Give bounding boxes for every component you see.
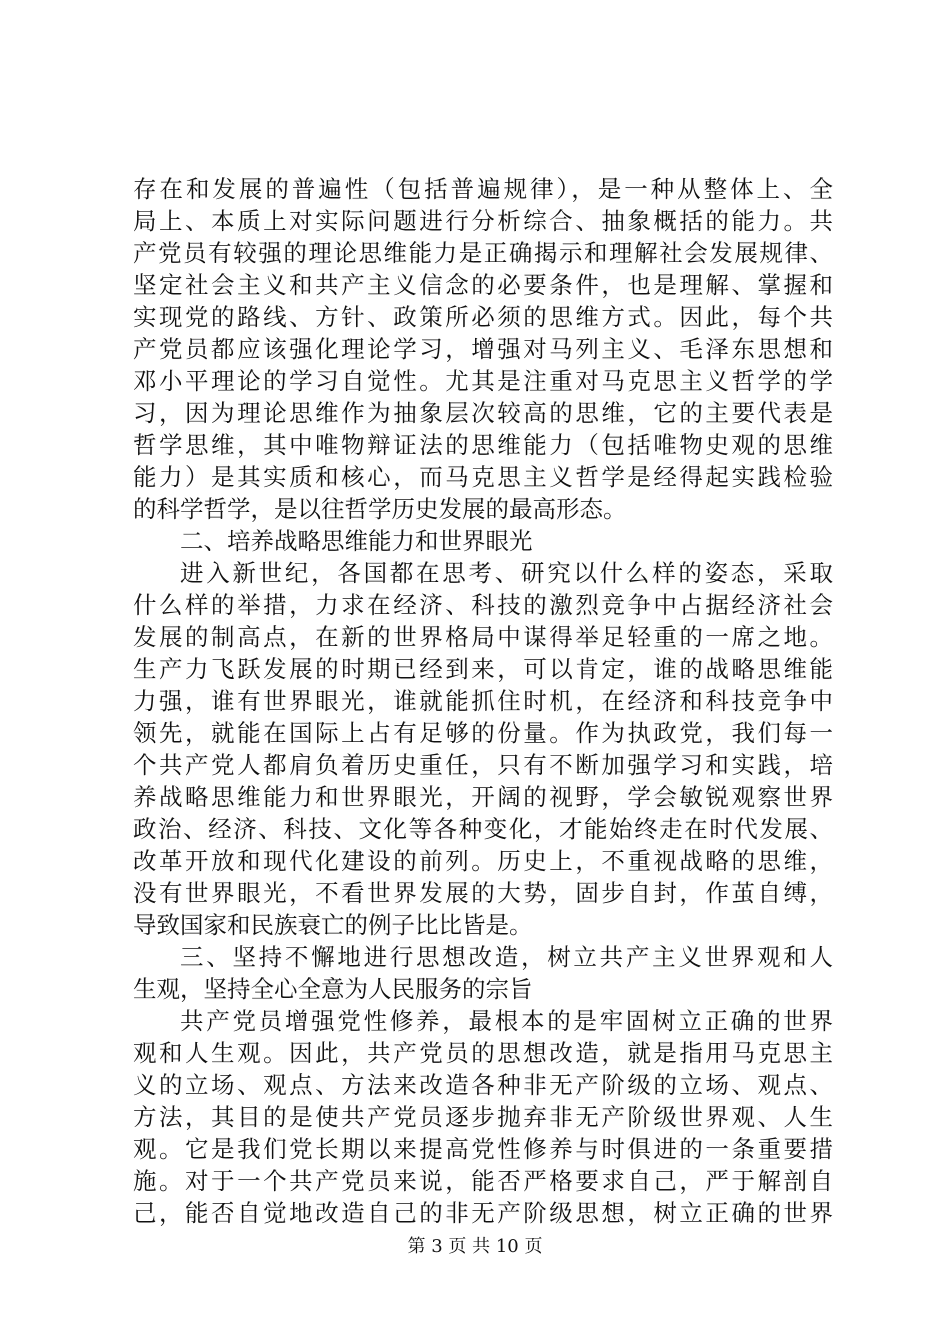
text-line: 的科学哲学，是以往哲学历史发展的最高形态。 — [133, 495, 627, 523]
text-line: 生观，坚持全心全意为人民服务的宗旨 — [133, 975, 533, 1003]
text-line: 产党员都应该强化理论学习，增强对马列主义、毛泽东思想和 — [133, 335, 833, 363]
text-line: 局上、本质上对实际问题进行分析综合、抽象概括的能力。共 — [133, 207, 833, 235]
document-body — [133, 173, 833, 1229]
text-line: 养战略思维能力和世界眼光，开阔的视野，学会敏锐观察世界 — [133, 783, 833, 811]
text-line: 观和人生观。因此，共产党员的思想改造，就是指用马克思主 — [133, 1039, 833, 1067]
text-line: 进入新世纪，各国都在思考、研究以什么样的姿态，采取 — [180, 559, 833, 587]
text-line: 方法，其目的是使共产党员逐步抛弃非无产阶级世界观、人生 — [133, 1103, 833, 1131]
text-line: 个共产党人都肩负着历史重任，只有不断加强学习和实践，培 — [133, 751, 833, 779]
text-line: 实现党的路线、方针、政策所必须的思维方式。因此，每个共 — [133, 303, 833, 331]
text-line: 政治、经济、科技、文化等各种变化，才能始终走在时代发展、 — [133, 815, 833, 843]
page-footer: 第 3 页 共 10 页 — [407, 1236, 543, 1257]
text-line: 改革开放和现代化建设的前列。历史上，不重视战略的思维， — [133, 847, 833, 875]
text-line: 习，因为理论思维作为抽象层次较高的思维，它的主要代表是 — [133, 399, 833, 427]
text-line: 共产党员增强党性修养，最根本的是牢固树立正确的世界 — [180, 1007, 833, 1035]
text-line: 什么样的举措，力求在经济、科技的激烈竞争中占据经济社会 — [133, 591, 833, 619]
text-line: 能力）是其实质和核心，而马克思主义哲学是经得起实践检验 — [133, 463, 833, 491]
text-line: 领先，就能在国际上占有足够的份量。作为执政党，我们每一 — [133, 719, 833, 747]
text-line: 三、坚持不懈地进行思想改造，树立共产主义世界观和人 — [180, 943, 833, 971]
text-line: 义的立场、观点、方法来改造各种非无产阶级的立场、观点、 — [133, 1071, 833, 1099]
text-line: 没有世界眼光，不看世界发展的大势，固步自封，作茧自缚， — [133, 879, 833, 907]
text-line: 坚定社会主义和共产主义信念的必要条件，也是理解、掌握和 — [133, 271, 833, 299]
text-line: 观。它是我们党长期以来提高党性修养与时俱进的一条重要措 — [133, 1135, 833, 1163]
text-line: 哲学思维，其中唯物辩证法的思维能力（包括唯物史观的思维 — [133, 431, 833, 459]
text-line: 力强，谁有世界眼光，谁就能抓住时机，在经济和科技竞争中 — [133, 687, 833, 715]
section-heading: 二、培养战略思维能力和世界眼光 — [180, 527, 533, 555]
text-line: 产党员有较强的理论思维能力是正确揭示和理解社会发展规律、 — [133, 239, 833, 267]
text-line: 邓小平理论的学习自觉性。尤其是注重对马克思主义哲学的学 — [133, 367, 833, 395]
text-line: 存在和发展的普遍性（包括普遍规律），是一种从整体上、全 — [133, 175, 833, 203]
text-line: 导致国家和民族衰亡的例子比比皆是。 — [133, 911, 533, 939]
text-line: 生产力飞跃发展的时期已经到来，可以肯定，谁的战略思维能 — [133, 655, 833, 683]
text-line: 发展的制高点，在新的世界格局中谋得举足轻重的一席之地。 — [133, 623, 833, 651]
text-line: 施。对于一个共产党员来说，能否严格要求自己，严于解剖自 — [133, 1167, 833, 1195]
text-line: 己，能否自觉地改造自己的非无产阶级思想，树立正确的世界 — [133, 1199, 833, 1227]
